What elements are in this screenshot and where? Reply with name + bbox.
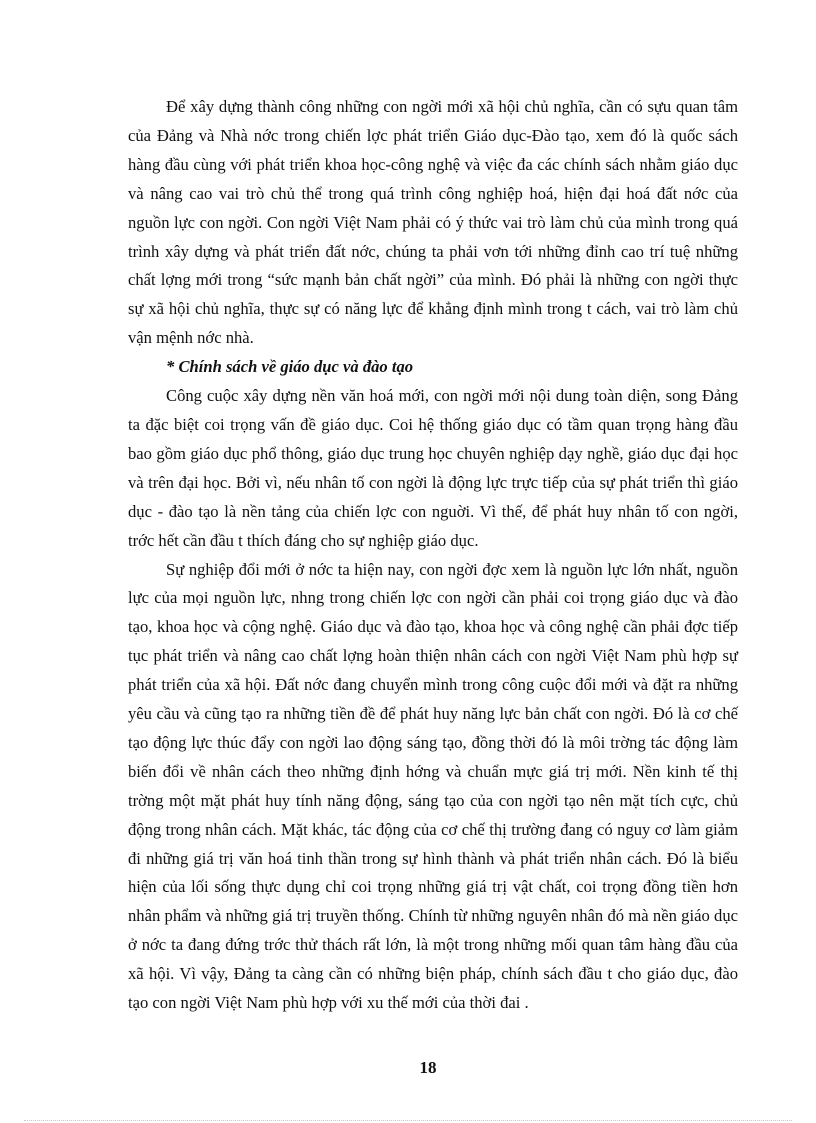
page-bottom-divider	[24, 1120, 792, 1121]
paragraph-intro: Để xây dựng thành công những con ngời mới xã hội chủ nghĩa, cần có sựu quan tâm của Đảng và Nhà nớc trong chiến lợc phát triển Giáo dục-Đào tạo, xem đó là quốc sách hàng đầu cùng với phát triển khoa học-công nghệ và việc đa các chính sách nhằm giáo dục và nâng cao vai trò chủ thể trong quá trình công nghiệp hoá, hiện đại hoá đất nớc của nguồn lực con ngời. Con ngời Việt Nam phải có ý thức vai trò làm chủ của mình trong quá trình xây dựng và phát triển đất nớc, chúng ta phải vơn tới những đỉnh cao trí tuệ những chất lợng mới trong “sức mạnh bản chất ngời” của mình. Đó phải là những con ngời thực sự xã hội chủ nghĩa, thực sự có năng lực để khẳng định mình trong t cách, vai trò làm chủ vận mệnh nớc nhà.	[128, 97, 738, 348]
paragraph-renovation: Sự nghiệp đổi mới ở nớc ta hiện nay, con ngời đợc xem là nguồn lực lớn nhất, nguồn lực của mọi nguồn lực, nhng trong chiến lợc con ngời cần phải coi trọng giáo dục và đào tạo, khoa học và cộng nghệ. Giáo dục và đào tạo, khoa học và công nghệ cần phải đợc tiếp tục phát triển và nâng cao chất lợng hoàn thiện nhân cách con ngời Việt Nam phù hợp sự phát triển của xã hội. Đất nớc đang chuyển mình trong công cuộc đổi mới và đặt ra những yêu cầu và cũng tạo ra những tiền đề để phát huy năng lực bản chất con ngời. Đó là cơ chế tạo động lực thúc đẩy con ngời lao động sáng tạo, đồng thời đó là môi trờng tác động làm biến đổi về nhân cách theo những định hớng và chuẩn mực giá trị mới. Nền kinh tế thị trờng một mặt phát huy tính năng động, sáng tạo của con ngời tạo nên mặt tích cực, chủ động trong nhân cách. Mặt khác, tác động của cơ chế thị trường đang có nguy cơ làm giảm đi những giá trị văn hoá tinh thần trong sự hình thành và phát triển nhân cách. Đó là biểu hiện của lối sống thực dụng chỉ coi trọng những giá trị vật chất, coi trọng đồng tiền hơn nhân phẩm và những giá trị truyền thống. Chính từ những nguyên nhân đó mà nền giáo dục ở nớc ta đang đứng trớc thử thách rất lớn, là một trong những mối quan tâm hàng đầu của xã hội. Vì vậy, Đảng ta càng cần có những biện pháp, chính sách đầu t cho giáo dục, đào tạo con ngời Việt Nam phù hợp với xu thế mới của thời đai .	[128, 559, 738, 1013]
paragraph-education-policy: Công cuộc xây dựng nền văn hoá mới, con ngời mới nội dung toàn diện, song Đảng ta đặc biệt coi trọng vấn đề giáo dục. Coi hệ thống giáo dục có tầm quan trọng hàng đầu bao gồm giáo dục phổ thông, giáo dục trung học chuyên nghiệp dạy nghề, giáo dục đại học và trên đại học. Bởi vì, nếu nhân tố con ngời là động lực trực tiếp của sự phát triển thì giáo dục - đào tạo là nền tảng của chiến lợc con nguời. Vì thế, để phát huy nhân tố con ngời, trớc hết cần đầu t thích đáng cho sự nghiệp giáo dục.	[128, 386, 738, 550]
page-body	[128, 93, 738, 1018]
page-number: 18	[419, 1058, 437, 1077]
section-heading: * Chính sách về giáo dục và đào tạo	[166, 357, 414, 377]
